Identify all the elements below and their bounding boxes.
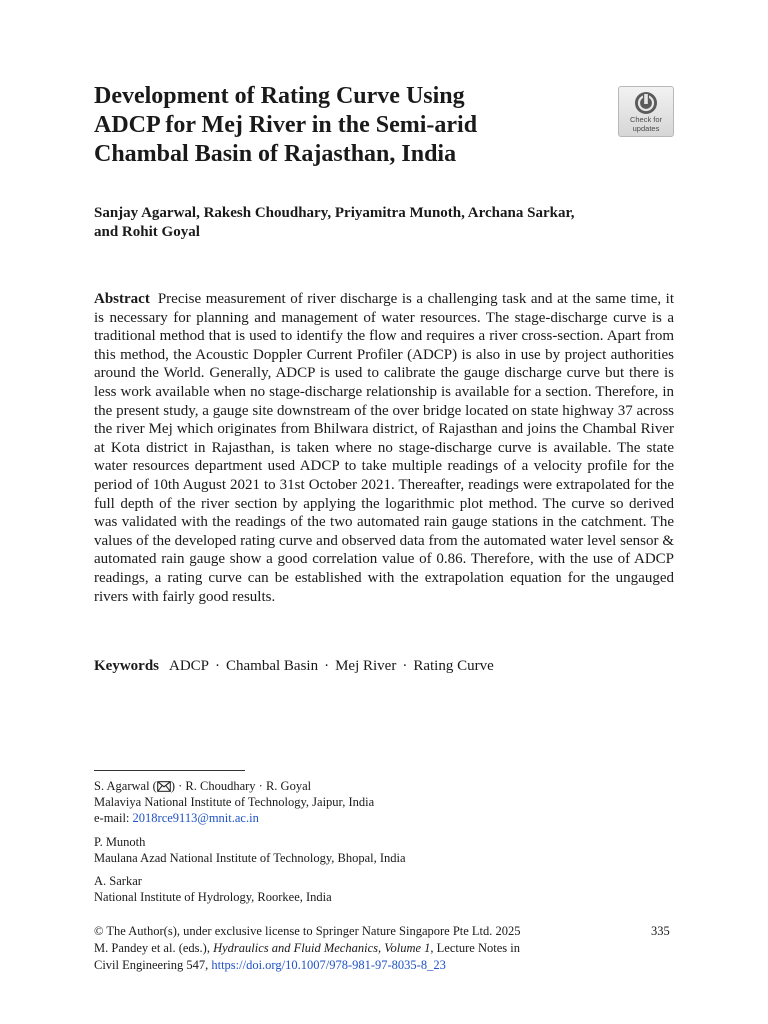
keyword-item: Rating Curve — [413, 658, 494, 674]
affiliation-group-1 — [94, 778, 374, 826]
authors-line-2: and Rohit Goyal — [94, 224, 200, 240]
author-name: A. Sarkar — [94, 874, 142, 888]
affiliation-group-3 — [94, 873, 332, 905]
keywords — [94, 657, 494, 676]
keyword-separator: · — [324, 658, 330, 674]
keyword-item: ADCP — [169, 658, 210, 674]
authors-line-1: Sanjay Agarwal, Rakesh Choudhary, Priyamitra Munoth, Archana Sarkar, — [94, 205, 575, 221]
author-name: P. Munoth — [94, 835, 146, 849]
doi-link[interactable]: https://doi.org/10.1007/978-981-97-8035-8_23 — [211, 958, 446, 972]
citation-series: , Lecture Notes in — [430, 941, 520, 955]
series-volume: Civil Engineering 547, — [94, 958, 212, 972]
paper-title — [94, 82, 594, 169]
citation-line — [94, 940, 614, 957]
affiliation-text: Malaviya National Institute of Technology, Jaipur, India — [94, 795, 375, 809]
abstract — [94, 290, 674, 606]
citation-editors: M. Pandey et al. (eds.), — [94, 941, 214, 955]
keyword-item: Chambal Basin — [226, 658, 319, 674]
email-line — [94, 810, 374, 826]
title-line-1: Development of Rating Curve Using — [94, 83, 465, 109]
copyright-block — [94, 923, 614, 974]
keyword-separator: · — [215, 658, 221, 674]
author-names-part: ) · R. Choudhary · R. Goyal — [170, 779, 312, 793]
author-names-part: S. Agarwal ( — [94, 779, 157, 793]
title-line-2: ADCP for Mej River in the Semi-arid — [94, 112, 478, 138]
author-names-line — [94, 778, 374, 794]
badge-label-line-1: Check for — [629, 115, 663, 124]
doi-line — [94, 957, 614, 974]
keyword-item: Mej River — [335, 658, 397, 674]
badge-label-line-2: updates — [632, 124, 660, 133]
book-title: Hydraulics and Fluid Mechanics, Volume 1 — [213, 941, 431, 955]
check-for-updates-badge[interactable] — [618, 86, 674, 137]
title-line-3: Chambal Basin of Rajasthan, India — [94, 141, 457, 167]
abstract-label: Abstract — [94, 291, 150, 307]
keywords-label: Keywords — [94, 658, 159, 674]
envelope-icon — [157, 781, 171, 792]
affiliation-text: National Institute of Hydrology, Roorkee, India — [94, 890, 332, 904]
email-link[interactable]: 2018rce9113@mnit.ac.in — [132, 811, 259, 825]
copyright-line: © The Author(s), under exclusive license to Springer Nature Singapore Pte Ltd. 2025 — [94, 924, 521, 938]
keyword-separator: · — [402, 658, 408, 674]
email-label: e-mail: — [94, 811, 133, 825]
abstract-text: Precise measurement of river discharge is a challenging task and at the same time, it is necessary for planning and management of water resources. The stage-discharge curve is a traditional method that is used to identify the flow and requires a river cross-section. Apart from this method, the Acoustic Doppler Current Profiler (ADCP) is also in use by project authorities around the World. Generally, ADCP is used to calibrate the gauge discharge curve but there is less work available when no stage-discharge relationship is available for a section. Therefore, in the present study, a gauge site downstream of the over bridge located on state highway 37 across the river Mej which originates from Bhilwara district, of Rajasthan and joins the Chambal River at Kota district in Rajasthan, is taken where no stage-discharge curve is available. The state water resources department used ADCP to take multiple readings of a velocity profile for the period of 10th August 2021 to 31st October 2021. Thereafter, readings were extrapolated for the full depth of the river section by applying the logarithmic plot method. The curve so derived was validated with the readings of the two automated rain gauge stations in the catchment. The values of the developed rating curve and observed data from the automated water level sensor & automated rain gauge show a good correlation value of 0.86. Therefore, with the use of ADCP readings, a rating curve can be established with the extrapolation equation for the ungauged rivers with fairly good results. — [94, 291, 674, 605]
page-number: 335 — [651, 924, 670, 938]
footnote-divider — [94, 770, 245, 771]
affiliation-group-2 — [94, 834, 406, 866]
author-list — [94, 204, 684, 242]
affiliation-text: Maulana Azad National Institute of Technology, Bhopal, India — [94, 851, 406, 865]
check-for-updates-icon — [634, 91, 658, 115]
